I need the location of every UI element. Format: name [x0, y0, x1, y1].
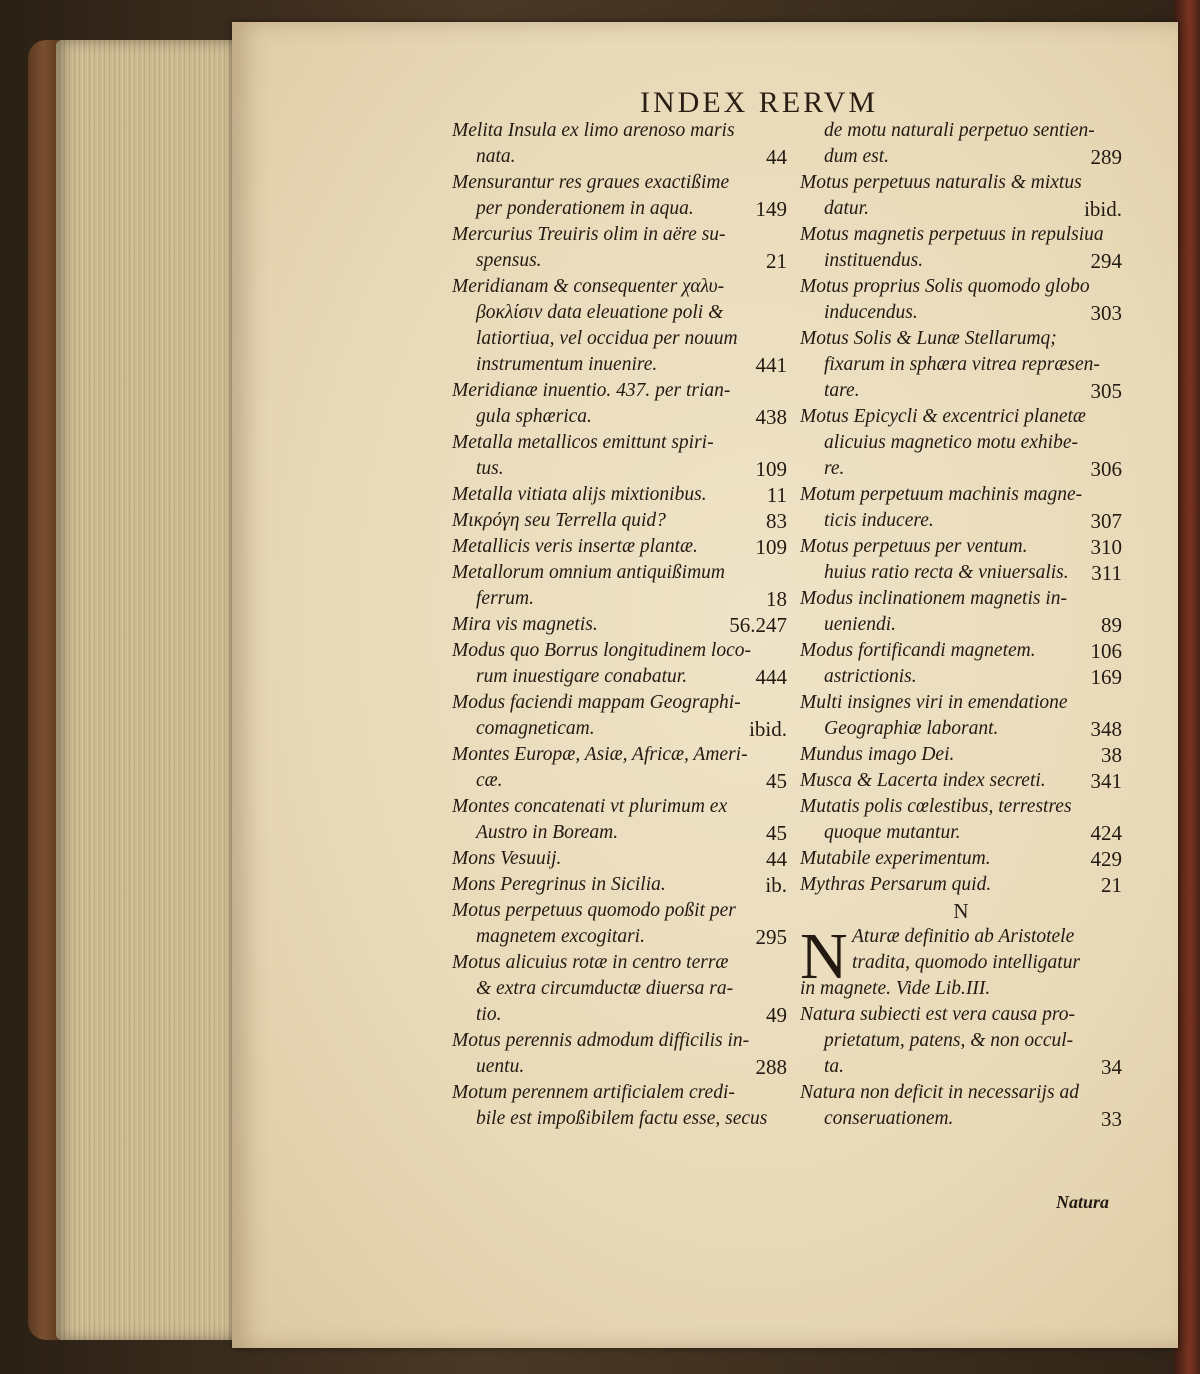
index-entry-line — [452, 326, 787, 352]
index-entry-line — [452, 508, 787, 534]
page-number: 49 — [766, 1003, 787, 1027]
index-entry-line — [452, 1054, 787, 1080]
index-entry-line — [800, 144, 1122, 170]
entry-text: quoque mutantur. — [824, 822, 961, 843]
index-entry-line — [452, 1002, 787, 1028]
index-entry-line — [452, 248, 787, 274]
entry-text: conseruationem. — [824, 1108, 954, 1129]
entry-text: Montes concatenati vt plurimum ex — [452, 796, 728, 817]
page-number: 11 — [766, 483, 787, 507]
page-number: 83 — [766, 509, 787, 533]
entry-text: Motus Solis & Lunæ Stellarumq; — [800, 328, 1057, 349]
index-entry-line — [452, 924, 787, 950]
page-number: 109 — [755, 457, 787, 481]
index-entry-line — [452, 144, 787, 170]
index-entry-line — [800, 170, 1122, 196]
entry-text: Austro in Boream. — [476, 822, 619, 843]
index-entry-line — [800, 820, 1122, 846]
index-entry-line — [800, 1002, 1122, 1028]
page-number: 438 — [755, 405, 787, 429]
index-column-right-top — [800, 118, 1122, 898]
index-entry-line — [452, 742, 787, 768]
page-number: 38 — [1101, 743, 1122, 767]
index-entry-line — [452, 404, 787, 430]
index-entry-line — [800, 300, 1122, 326]
index-entry-line — [452, 664, 787, 690]
entry-text: Metallorum omnium antiquißimum — [452, 562, 725, 583]
index-entry-line — [800, 716, 1122, 742]
index-entry-line — [452, 300, 787, 326]
index-entry-line — [452, 196, 787, 222]
page-number: 56.247 — [729, 613, 787, 637]
entry-text: Geographiæ laborant. — [824, 718, 999, 739]
dropcap-entry — [800, 920, 1122, 1002]
entry-text: tare. — [824, 380, 860, 401]
entry-text: Motus perennis admodum difficilis in- — [452, 1030, 750, 1051]
entry-text: ferrum. — [476, 588, 534, 609]
page-number: 295 — [755, 925, 787, 949]
entry-text: Meridianam & consequenter χαλυ- — [452, 276, 725, 297]
index-entry-line — [452, 846, 787, 872]
entry-text: astrictionis. — [824, 666, 917, 687]
entry-text: per ponderationem in aqua. — [476, 198, 694, 219]
index-entry-line — [452, 794, 787, 820]
index-entry-line — [452, 430, 787, 456]
page-number: 45 — [766, 769, 787, 793]
page-number: 33 — [1101, 1107, 1122, 1131]
page-number: 21 — [766, 249, 787, 273]
entry-text: Motus proprius Solis quomodo globo — [800, 276, 1090, 297]
entry-text: Modus quo Borrus longitudinem loco- — [452, 640, 751, 661]
index-entry-line — [800, 248, 1122, 274]
page-number: 441 — [755, 353, 787, 377]
index-entry-line — [800, 586, 1122, 612]
page-number: 294 — [1090, 249, 1122, 273]
dropcap-line: tradita, quomodo intelligatur — [852, 952, 1081, 973]
index-entry-line — [452, 976, 787, 1002]
entry-text: rum inuestigare conabatur. — [476, 666, 688, 687]
page-number: 44 — [766, 145, 787, 169]
entry-text: Motus perpetuus quomodo poßit per — [452, 900, 736, 921]
index-entry-line — [452, 482, 787, 508]
page-number: 44 — [766, 847, 787, 871]
index-entry-line — [800, 430, 1122, 456]
index-entry-line — [452, 898, 787, 924]
page-number: 149 — [755, 197, 787, 221]
index-entry-line — [452, 820, 787, 846]
page-number: 303 — [1090, 301, 1122, 325]
index-column-right-bottom — [800, 1002, 1122, 1132]
entry-text: re. — [824, 458, 845, 479]
entry-text: tus. — [476, 458, 504, 479]
index-entry-line — [800, 404, 1122, 430]
index-entry-line — [800, 768, 1122, 794]
index-entry-line — [452, 638, 787, 664]
page-number: 45 — [766, 821, 787, 845]
index-entry-line — [452, 768, 787, 794]
entry-text: Motus Epicycli & excentrici planetæ — [800, 406, 1086, 427]
entry-text: Μικρόγη seu Terrella quid? — [452, 510, 666, 531]
index-entry-line — [452, 378, 787, 404]
page-number: 429 — [1090, 847, 1122, 871]
index-entry-line — [800, 352, 1122, 378]
index-entry-line — [800, 534, 1122, 560]
index-entry-line — [452, 1080, 787, 1106]
catchword: Natura — [1056, 1192, 1110, 1212]
entry-text: Mutabile experimentum. — [800, 848, 991, 869]
entry-text: Metallicis veris insertæ plantæ. — [452, 536, 698, 557]
index-entry-line — [800, 690, 1122, 716]
entry-text: bile est impoßibilem factu esse, secus — [476, 1108, 768, 1129]
index-entry-line — [800, 1028, 1122, 1054]
index-column-left — [452, 118, 787, 1132]
index-entry-line — [452, 352, 787, 378]
entry-text: Motum perpetuum machinis magne- — [800, 484, 1083, 505]
entry-text: & extra circumductæ diuersa ra- — [476, 978, 734, 999]
entry-text: inducendus. — [824, 302, 918, 323]
index-entry-line — [452, 274, 787, 300]
page-number: ib. — [765, 873, 787, 897]
dropcap-line: in magnete. Vide Lib.III. — [800, 978, 991, 999]
entry-text: Mutatis polis cœlestibus, terrestres — [800, 796, 1072, 817]
page-number: 444 — [755, 665, 787, 689]
index-entry-line — [452, 1106, 787, 1132]
page-number: 21 — [1101, 873, 1122, 897]
index-entry-line — [452, 560, 787, 586]
entry-text: Natura subiecti est vera causa pro- — [800, 1004, 1075, 1025]
page-number: 341 — [1090, 769, 1122, 793]
index-entry-line — [452, 1028, 787, 1054]
entry-text: Modus fortificandi magnetem. — [800, 640, 1036, 661]
entry-text: βοκλίσιν data eleuatione poli & — [476, 302, 724, 323]
entry-text: instituendus. — [824, 250, 924, 271]
entry-text: ta. — [824, 1056, 845, 1077]
index-entry-line — [800, 846, 1122, 872]
index-entry-line — [800, 664, 1122, 690]
index-entry-line — [800, 456, 1122, 482]
index-entry-line — [452, 170, 787, 196]
entry-text: dum est. — [824, 146, 889, 167]
section-letter-heading: N — [953, 899, 969, 923]
entry-text: Modus faciendi mappam Geographi- — [452, 692, 741, 713]
index-entry-line — [452, 872, 787, 898]
index-entry-line — [800, 638, 1122, 664]
entry-text: Musca & Lacerta index secreti. — [800, 770, 1046, 791]
entry-text: spensus. — [476, 250, 542, 271]
entry-text: Motus perpetuus per ventum. — [800, 536, 1028, 557]
entry-text: Motus alicuius rotæ in centro terræ — [452, 952, 729, 973]
entry-text: fixarum in sphæra vitrea repræsen- — [824, 354, 1100, 375]
page-number: ibid. — [749, 717, 787, 741]
entry-text: huius ratio recta & vniuersalis. — [824, 562, 1069, 583]
entry-text: nata. — [476, 146, 516, 167]
running-header: INDEX RERVM — [640, 86, 879, 119]
index-entry-line — [800, 1080, 1122, 1106]
entry-text: Mercurius Treuiris olim in aëre su- — [452, 224, 726, 245]
entry-text: cæ. — [476, 770, 503, 791]
index-entry-line — [800, 482, 1122, 508]
index-entry-line — [452, 612, 787, 638]
index-entry-line — [452, 456, 787, 482]
page-number: 169 — [1090, 665, 1122, 689]
index-entry-line — [452, 716, 787, 742]
entry-text: Mundus imago Dei. — [800, 744, 955, 765]
page-number: 288 — [755, 1055, 787, 1079]
index-entry-line — [800, 196, 1122, 222]
entry-text: Mons Peregrinus in Sicilia. — [452, 874, 666, 895]
entry-text: uentu. — [476, 1056, 525, 1077]
index-entry-line — [800, 1054, 1122, 1080]
entry-text: Multi insignes viri in emendatione — [800, 692, 1068, 713]
entry-text: Melita Insula ex limo arenoso maris — [452, 120, 735, 141]
page-number: 34 — [1101, 1055, 1122, 1079]
entry-text: de motu naturali perpetuo sentien- — [824, 120, 1095, 141]
entry-text: Motus magnetis perpetuus in repulsiua — [800, 224, 1104, 245]
entry-text: alicuius magnetico motu exhibe- — [824, 432, 1078, 453]
page-number: 307 — [1090, 509, 1122, 533]
index-entry-line — [800, 508, 1122, 534]
index-entry-line — [800, 1106, 1122, 1132]
index-entry-line — [800, 326, 1122, 352]
entry-text: instrumentum inuenire. — [476, 354, 658, 375]
entry-text: ticis inducere. — [824, 510, 934, 531]
entry-text: Mons Vesuuij. — [452, 848, 562, 869]
index-entry-line — [800, 378, 1122, 404]
page-block-edges — [56, 40, 246, 1340]
index-entry-line — [452, 586, 787, 612]
entry-text: prietatum, patens, & non occul- — [824, 1030, 1074, 1051]
index-entry-line — [800, 222, 1122, 248]
entry-text: ueniendi. — [824, 614, 897, 635]
entry-text: comagneticam. — [476, 718, 595, 739]
page-number: 106 — [1090, 639, 1122, 663]
index-entry-line — [452, 222, 787, 248]
entry-text: magnetem excogitari. — [476, 926, 645, 947]
index-entry-line — [452, 118, 787, 144]
entry-text: Mensurantur res graues exactißime — [452, 172, 730, 193]
page-number: 18 — [766, 587, 787, 611]
index-entry-line — [452, 690, 787, 716]
index-entry-line — [452, 534, 787, 560]
entry-text: datur. — [824, 198, 869, 219]
page-number: 311 — [1091, 561, 1122, 585]
dropcap-initial: N — [800, 920, 848, 993]
index-entry-line — [800, 274, 1122, 300]
entry-text: Natura non deficit in necessarijs ad — [800, 1082, 1079, 1103]
index-entry-line — [800, 872, 1122, 898]
index-column-right — [800, 118, 1122, 1132]
index-entry-line — [800, 560, 1122, 586]
page-number: 109 — [755, 535, 787, 559]
index-entry-line — [800, 612, 1122, 638]
index-entry-line — [800, 118, 1122, 144]
entry-text: Mira vis magnetis. — [452, 614, 598, 635]
page-number: 306 — [1090, 457, 1122, 481]
entry-text: Meridianæ inuentio. 437. per trian- — [452, 380, 731, 401]
page-number: ibid. — [1084, 197, 1122, 221]
dropcap-line: Aturæ definitio ab Aristotele — [852, 926, 1075, 947]
page-number: 89 — [1101, 613, 1122, 637]
entry-text: Motum perennem artificialem credi- — [452, 1082, 735, 1103]
page-number: 424 — [1090, 821, 1122, 845]
entry-text: Montes Europæ, Asiæ, Africæ, Ameri- — [452, 744, 748, 765]
entry-text: latiortiua, vel occidua per nouum — [476, 328, 738, 349]
entry-text: tio. — [476, 1004, 502, 1025]
index-entry-line — [800, 794, 1122, 820]
entry-text: Mythras Persarum quid. — [800, 874, 992, 895]
entry-text: Modus inclinationem magnetis in- — [800, 588, 1068, 609]
entry-text: Metalla metallicos emittunt spiri- — [452, 432, 714, 453]
page-number: 310 — [1090, 535, 1122, 559]
entry-text: Metalla vitiata alijs mixtionibus. — [452, 484, 707, 505]
page-number: 348 — [1090, 717, 1122, 741]
entry-text: Motus perpetuus naturalis & mixtus — [800, 172, 1082, 193]
page-number: 289 — [1090, 145, 1122, 169]
index-entry-line — [800, 742, 1122, 768]
page-number: 305 — [1090, 379, 1122, 403]
index-entry-line — [452, 950, 787, 976]
entry-text: gula sphærica. — [476, 406, 592, 427]
